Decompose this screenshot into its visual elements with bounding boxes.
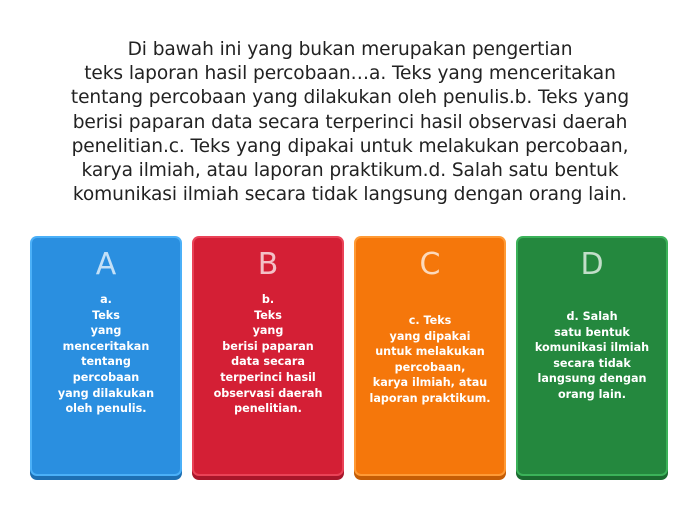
question-line: penelitian.c. Teks yang dipakai untuk melakukan percobaan, [71, 135, 629, 157]
question-line: komunikasi ilmiah secara tidak langsung dengan orang lain. [72, 184, 628, 206]
option-text-line: d. Salah [566, 310, 618, 323]
option-letter: B [257, 247, 279, 282]
answer-option-d[interactable] [518, 238, 666, 474]
option-letter: D [580, 247, 604, 282]
answer-option-c[interactable] [356, 238, 504, 474]
option-text-line: data secara [231, 355, 305, 369]
option-text-line: terperinci hasil [220, 370, 316, 384]
question-line: karya ilmiah, atau laporan praktikum.d. Salah satu bentuk [81, 160, 619, 182]
question-line: tentang percobaan yang dilakukan oleh penulis.b. Teks yang [70, 87, 630, 109]
option-text-line: b. [261, 293, 275, 306]
option-text-line: Teks [92, 308, 120, 322]
option-text [38, 292, 174, 417]
option-text-line: a. [100, 293, 112, 306]
question-line: berisi paparan data secara terperinci hasil observasi daerah [72, 111, 628, 133]
option-text-line: satu bentuk [554, 325, 630, 339]
option-letter: A [95, 247, 117, 282]
option-text-line: tentang [81, 355, 131, 369]
option-text-line: c. Teks [408, 314, 452, 327]
option-text-line: berisi paparan [222, 339, 314, 353]
option-text-line: laporan praktikum. [369, 391, 491, 405]
option-text-line: oleh penulis. [65, 402, 147, 416]
option-text-line: penelitian. [234, 402, 302, 416]
option-text-line: komunikasi ilmiah [534, 341, 650, 355]
option-text-line: yang [252, 324, 284, 338]
option-text-line: percobaan [72, 370, 140, 384]
option-text-line: karya ilmiah, atau [372, 376, 488, 390]
question-line: Di bawah ini yang bukan merupakan pengertian [127, 39, 573, 60]
answer-option-a[interactable] [32, 238, 180, 474]
option-letter: C [419, 247, 441, 282]
option-text-line: percobaan, [394, 360, 466, 374]
option-text-line: yang [90, 324, 122, 338]
answer-option-b[interactable] [194, 238, 342, 474]
question-text [30, 38, 670, 207]
question-line: teks laporan hasil percobaan…a. Teks yang menceritakan [84, 63, 616, 85]
option-text-line: orang lain. [557, 387, 627, 401]
option-text [200, 292, 336, 417]
option-text-line: observasi daerah [213, 386, 323, 400]
option-text-line: yang dipakai [389, 329, 471, 343]
option-text-line: secara tidak [553, 356, 631, 370]
option-text [362, 313, 498, 407]
option-text-line: untuk melakukan [375, 345, 485, 359]
option-text-line: yang dilakukan [57, 386, 155, 400]
option-text-line: menceritakan [62, 339, 150, 353]
option-text-line: Teks [254, 308, 282, 322]
option-text-line: langsung dengan [537, 372, 647, 386]
option-text [524, 309, 660, 403]
